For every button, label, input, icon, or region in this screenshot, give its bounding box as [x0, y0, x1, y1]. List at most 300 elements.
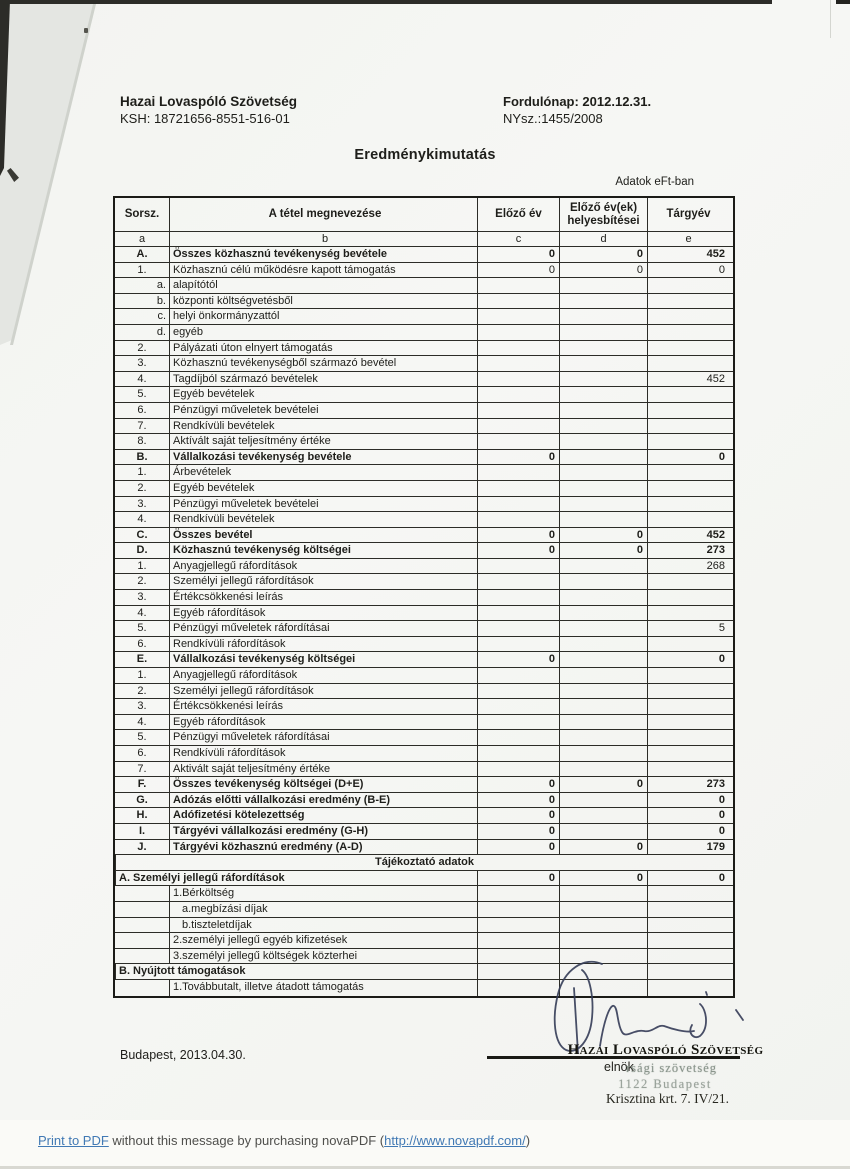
row-item-name: helyi önkormányzattól: [169, 309, 477, 324]
table-row: [115, 294, 733, 310]
row-prev-year-value: [477, 278, 559, 293]
row-corrections-value: [559, 294, 647, 309]
row-sorsz: 4.: [137, 372, 147, 385]
row-prev-year-value: [477, 497, 559, 512]
table-row: [115, 668, 733, 684]
signer-role: elnök: [604, 1060, 634, 1074]
row-corrections-value: [559, 637, 647, 652]
row-current-year-value: 273: [647, 543, 729, 558]
row-item-name: Közhasznú tevékenység költségei: [169, 543, 477, 558]
row-prev-year-value: 0: [477, 824, 559, 839]
row-current-year-value: [647, 715, 729, 730]
row-current-year-value: 0: [647, 263, 729, 278]
letter-b: b: [169, 232, 477, 246]
row-sorsz: c.: [157, 310, 166, 323]
row-item-name: Személyi jellegű ráfordítások: [169, 684, 477, 699]
row-corrections-value: [559, 372, 647, 387]
table-row: [115, 793, 733, 809]
table-row: [115, 606, 733, 622]
row-current-year-value: 268: [647, 559, 729, 574]
row-sorsz: 5.: [137, 731, 147, 744]
row-corrections-value: [559, 278, 647, 293]
row-corrections-value: [559, 918, 647, 933]
row-corrections-value: [559, 559, 647, 574]
row-corrections-value: [559, 684, 647, 699]
row-prev-year-value: 0: [477, 247, 559, 262]
row-item-name: Pályázati úton elnyert támogatás: [169, 341, 477, 356]
row-item-name: Anyagjellegű ráfordítások: [169, 668, 477, 683]
scan-artifact-top-right-mark: [836, 0, 850, 4]
row-prev-year-value: 0: [477, 777, 559, 792]
row-item-name: Egyéb ráfordítások: [169, 715, 477, 730]
row-sorsz: 4.: [137, 513, 147, 526]
row-current-year-value: [647, 481, 729, 496]
table-row: [115, 543, 733, 559]
row-prev-year-value: [477, 512, 559, 527]
org-ksh-number: KSH: 18721656-8551-516-01: [120, 111, 290, 126]
row-prev-year-value: [477, 387, 559, 402]
header-sorsz: Sorsz.: [124, 208, 160, 221]
row-item-name: Árbevételek: [169, 465, 477, 480]
row-current-year-value: [647, 668, 729, 683]
org-name: Hazai Lovaspóló Szövetség: [120, 94, 298, 109]
row-sorsz: 1.: [137, 669, 147, 682]
row-current-year-value: [647, 512, 729, 527]
row-sorsz: 3.: [137, 497, 147, 510]
row-prev-year-value: 0: [477, 793, 559, 808]
income-statement-table: [113, 196, 735, 998]
row-item-name: Közhasznú tevékenységből származó bevétel: [169, 356, 477, 371]
table-row: [115, 497, 733, 513]
table-row: [115, 356, 733, 372]
row-corrections-value: 0: [559, 840, 647, 855]
row-corrections-value: [559, 434, 647, 449]
scan-artifact-top-right-line: [830, 0, 831, 38]
row-sorsz: B.: [136, 450, 148, 463]
table-row: [115, 528, 733, 544]
row-corrections-value: [559, 403, 647, 418]
row-corrections-value: [559, 652, 647, 667]
row-current-year-value: [647, 606, 729, 621]
table-row: [115, 559, 733, 575]
row-sorsz: C.: [136, 528, 148, 541]
row-current-year-value: [647, 684, 729, 699]
row-sorsz: 3.: [137, 591, 147, 604]
row-current-year-value: [647, 403, 729, 418]
table-row: [115, 777, 733, 793]
table-row: [115, 730, 733, 746]
stamp-address: Krisztina krt. 7. IV/21.: [606, 1091, 729, 1106]
row-prev-year-value: [477, 746, 559, 761]
row-item-name: 3.személyi jellegű költségek közterhei: [169, 949, 477, 964]
row-prev-year-value: 0: [477, 263, 559, 278]
row-prev-year-value: [477, 372, 559, 387]
row-current-year-value: 0: [647, 824, 729, 839]
row-sorsz: 6.: [137, 747, 147, 759]
row-item-name: Tagdíjból származó bevételek: [169, 372, 477, 387]
row-corrections-value: 0: [559, 871, 647, 886]
table-row: [115, 808, 733, 824]
table-row: [115, 590, 733, 606]
stamp-city: 1122 Budapest: [618, 1077, 712, 1091]
row-sorsz: 6.: [137, 637, 147, 650]
row-item-name: Értékcsökkenési leírás: [169, 590, 477, 605]
row-current-year-value: [647, 730, 729, 745]
row-current-year-value: 0: [647, 808, 729, 823]
row-sorsz: 7.: [137, 762, 147, 775]
table-row: [115, 715, 733, 731]
row-current-year-value: [647, 902, 729, 917]
header-corrections: [559, 198, 647, 231]
row-prev-year-value: [477, 356, 559, 371]
row-corrections-value: [559, 512, 647, 527]
row-prev-year-value: [477, 668, 559, 683]
table-row: [115, 247, 733, 263]
row-item-name: Rendkívüli bevételek: [169, 419, 477, 434]
row-prev-year-value: [477, 465, 559, 480]
row-sorsz: 3.: [137, 700, 147, 713]
row-sorsz: E.: [136, 653, 148, 666]
row-current-year-value: 0: [647, 793, 729, 808]
row-corrections-value: 0: [559, 528, 647, 543]
row-item-name: Összes bevétel: [169, 528, 477, 543]
row-current-year-value: [647, 341, 729, 356]
table-row: [115, 684, 733, 700]
row-item-name: Pénzügyi műveletek bevételei: [169, 403, 477, 418]
pdf-watermark-footer: [38, 1133, 530, 1148]
row-prev-year-value: [477, 902, 559, 917]
table-row: [115, 419, 733, 435]
row-current-year-value: 452: [647, 528, 729, 543]
table-row: [115, 746, 733, 762]
row-item-name: B. Nyújtott támogatások: [115, 964, 477, 979]
row-current-year-value: [647, 746, 729, 761]
row-sorsz: [115, 933, 169, 948]
row-prev-year-value: [477, 341, 559, 356]
stamp-org-name: Hazai Lovaspóló Szövetség: [567, 1042, 764, 1058]
table-row: [115, 902, 733, 918]
row-item-name: A. Személyi jellegű ráfordítások: [115, 871, 477, 886]
row-sorsz: 2.: [137, 575, 147, 588]
row-current-year-value: [647, 497, 729, 512]
row-prev-year-value: [477, 730, 559, 745]
row-item-name: Értékcsökkenési leírás: [169, 699, 477, 714]
letter-d: d: [559, 232, 647, 246]
row-prev-year-value: [477, 434, 559, 449]
row-current-year-value: [647, 465, 729, 480]
header-prev-year: Előző év: [477, 198, 559, 231]
row-current-year-value: [647, 574, 729, 589]
table-row: [115, 840, 733, 856]
row-prev-year-value: 0: [477, 652, 559, 667]
row-current-year-value: [647, 918, 729, 933]
table-row: [115, 434, 733, 450]
row-item-name: Közhasznú célú működésre kapott támogatás: [169, 263, 477, 278]
row-sorsz: 2.: [137, 481, 147, 494]
row-item-name: központi költségvetésből: [169, 294, 477, 309]
print-to-pdf-link[interactable]: Print to PDF: [38, 1133, 109, 1148]
row-corrections-value: [559, 606, 647, 621]
row-sorsz: 1.: [137, 263, 147, 276]
row-prev-year-value: [477, 481, 559, 496]
row-sorsz: 6.: [137, 403, 147, 416]
row-item-name: Adózás előtti vállalkozási eredmény (B-E): [169, 793, 477, 808]
report-date: Fordulónap: 2012.12.31.: [503, 94, 652, 109]
table-row: [115, 652, 733, 668]
row-current-year-value: [647, 294, 729, 309]
row-sorsz: A.: [136, 248, 148, 260]
novapdf-url-link[interactable]: http://www.novapdf.com/: [384, 1133, 526, 1148]
row-prev-year-value: [477, 325, 559, 340]
table-row: [115, 637, 733, 653]
row-prev-year-value: [477, 574, 559, 589]
row-sorsz: 4.: [137, 715, 147, 728]
row-prev-year-value: [477, 590, 559, 605]
row-prev-year-value: 0: [477, 808, 559, 823]
unit-note: Adatok eFt-ban: [615, 176, 694, 188]
row-prev-year-value: [477, 684, 559, 699]
row-prev-year-value: [477, 403, 559, 418]
row-corrections-value: [559, 902, 647, 917]
row-item-name: 1.Továbbutalt, illetve átadott támogatás: [169, 980, 477, 996]
row-sorsz: 5.: [137, 622, 147, 635]
row-prev-year-value: [477, 699, 559, 714]
table-row: [115, 621, 733, 637]
row-corrections-value: [559, 886, 647, 901]
row-item-name: Anyagjellegű ráfordítások: [169, 559, 477, 574]
table-body: [115, 247, 733, 996]
header-current-year: Tárgyév: [647, 198, 729, 231]
row-sorsz: b.: [156, 294, 166, 307]
row-sorsz: 8.: [137, 435, 147, 448]
table-row: [115, 886, 733, 902]
scan-artifact-corner-wedge: [0, 0, 100, 345]
row-current-year-value: 0: [647, 871, 729, 886]
row-prev-year-value: [477, 559, 559, 574]
row-sorsz: F.: [137, 778, 147, 791]
row-corrections-value: [559, 590, 647, 605]
row-corrections-value: [559, 699, 647, 714]
letter-a: a: [138, 232, 146, 245]
row-current-year-value: [647, 637, 729, 652]
row-item-name: alapítótól: [169, 278, 477, 293]
row-corrections-value: [559, 730, 647, 745]
row-current-year-value: [647, 933, 729, 948]
row-item-name: Összes közhasznú tevékenység bevétele: [169, 247, 477, 262]
row-item-name: Pénzügyi műveletek ráfordításai: [169, 621, 477, 636]
row-current-year-value: [647, 325, 729, 340]
table-row: [115, 824, 733, 840]
row-sorsz: G.: [136, 793, 148, 806]
row-corrections-value: [559, 668, 647, 683]
row-item-name: Tárgyévi vállalkozási eredmény (G-H): [169, 824, 477, 839]
row-sorsz: 4.: [137, 606, 147, 619]
table-row: [115, 387, 733, 403]
row-current-year-value: [647, 356, 729, 371]
table-row: [115, 512, 733, 528]
row-item-name: egyéb: [169, 325, 477, 340]
row-item-name: Rendkívüli bevételek: [169, 512, 477, 527]
watermark-close-paren: ): [525, 1133, 531, 1148]
row-prev-year-value: [477, 918, 559, 933]
row-current-year-value: [647, 309, 729, 324]
row-corrections-value: [559, 356, 647, 371]
table-row: [115, 450, 733, 466]
table-row: [115, 403, 733, 419]
row-prev-year-value: [477, 309, 559, 324]
row-corrections-value: [559, 450, 647, 465]
row-item-name: Összes tevékenység költségei (D+E): [169, 777, 477, 792]
row-prev-year-value: [477, 637, 559, 652]
row-item-name: b.tiszteletdíjak: [169, 918, 477, 933]
row-item-name: 1.Bérköltség: [169, 886, 477, 901]
letter-e: e: [647, 232, 729, 246]
header-corrections-line1: Előző év(ek): [569, 202, 638, 214]
row-current-year-value: 179: [647, 840, 729, 855]
scan-artifact-top-strip: [0, 0, 772, 4]
row-current-year-value: [647, 278, 729, 293]
row-sorsz: I.: [138, 824, 146, 837]
row-item-name: Vállalkozási tevékenység bevétele: [169, 450, 477, 465]
registry-number: NYsz.:1455/2008: [503, 111, 603, 126]
table-row: [115, 465, 733, 481]
row-corrections-value: [559, 715, 647, 730]
row-corrections-value: [559, 574, 647, 589]
document-title: Eredménykimutatás: [354, 147, 496, 163]
row-item-name: Tájékoztató adatok: [115, 855, 733, 870]
table-row: [115, 855, 733, 871]
row-sorsz: 5.: [137, 388, 147, 401]
row-sorsz: 2.: [137, 341, 147, 354]
row-item-name: Aktívált saját teljesítmény értéke: [169, 434, 477, 449]
row-corrections-value: [559, 621, 647, 636]
row-sorsz: [115, 918, 169, 933]
row-corrections-value: [559, 793, 647, 808]
row-corrections-value: [559, 933, 647, 948]
row-sorsz: H.: [136, 809, 148, 822]
row-prev-year-value: 0: [477, 840, 559, 855]
letter-c: c: [477, 232, 559, 246]
row-prev-year-value: [477, 419, 559, 434]
row-corrections-value: 0: [559, 543, 647, 558]
row-current-year-value: [647, 699, 729, 714]
row-prev-year-value: [477, 294, 559, 309]
row-item-name: Pénzügyi műveletek ráfordításai: [169, 730, 477, 745]
row-sorsz: D.: [136, 544, 148, 557]
row-sorsz: 3.: [137, 357, 147, 370]
row-item-name: Aktivált saját teljesítmény értéke: [169, 762, 477, 777]
row-item-name: Egyéb ráfordítások: [169, 606, 477, 621]
row-corrections-value: [559, 341, 647, 356]
table-row: [115, 933, 733, 949]
row-item-name: Rendkívüli ráfordítások: [169, 746, 477, 761]
row-item-name: Tárgyévi közhasznú eredmény (A-D): [169, 840, 477, 855]
row-item-name: Egyéb bevételek: [169, 387, 477, 402]
row-prev-year-value: [477, 715, 559, 730]
row-current-year-value: 452: [647, 372, 729, 387]
row-corrections-value: [559, 824, 647, 839]
row-current-year-value: [647, 434, 729, 449]
row-item-name: Adófizetési kötelezettség: [169, 808, 477, 823]
row-current-year-value: [647, 590, 729, 605]
row-prev-year-value: [477, 886, 559, 901]
header-item-name: A tétel megnevezése: [169, 198, 477, 231]
table-row: [115, 372, 733, 388]
row-prev-year-value: 0: [477, 528, 559, 543]
row-prev-year-value: 0: [477, 543, 559, 558]
row-sorsz: J.: [137, 840, 147, 853]
table-row: [115, 574, 733, 590]
table-row: [115, 762, 733, 778]
row-corrections-value: [559, 481, 647, 496]
table-row: [115, 325, 733, 341]
row-sorsz: [115, 980, 169, 996]
row-sorsz: [115, 886, 169, 901]
row-prev-year-value: [477, 606, 559, 621]
row-sorsz: 7.: [137, 419, 147, 432]
row-corrections-value: 0: [559, 263, 647, 278]
row-corrections-value: [559, 465, 647, 480]
row-corrections-value: 0: [559, 247, 647, 262]
row-current-year-value: [647, 762, 729, 777]
row-sorsz: [115, 902, 169, 917]
signoff-date: Budapest, 2013.04.30.: [120, 1048, 246, 1062]
column-letter-row: [115, 232, 733, 247]
row-sorsz: 1.: [137, 466, 147, 479]
table-row: [115, 263, 733, 279]
table-row: [115, 699, 733, 715]
row-prev-year-value: 0: [477, 871, 559, 886]
table-row: [115, 918, 733, 934]
row-sorsz: a.: [156, 279, 166, 292]
row-current-year-value: [647, 886, 729, 901]
stamp-text-fragment: rsági szövetség: [626, 1061, 718, 1075]
row-item-name: 2.személyi jellegű egyéb kifizetések: [169, 933, 477, 948]
table-row: [115, 309, 733, 325]
row-corrections-value: 0: [559, 777, 647, 792]
row-current-year-value: 0: [647, 450, 729, 465]
scan-artifact-speck: [84, 28, 88, 33]
row-corrections-value: [559, 808, 647, 823]
row-prev-year-value: [477, 762, 559, 777]
table-row: [115, 278, 733, 294]
row-item-name: Egyéb bevételek: [169, 481, 477, 496]
row-sorsz: [115, 949, 169, 964]
table-header-row: [115, 198, 733, 232]
table-row: [115, 871, 733, 887]
row-sorsz: 2.: [137, 684, 147, 697]
row-prev-year-value: [477, 621, 559, 636]
row-item-name: Vállalkozási tevékenység költségei: [169, 652, 477, 667]
row-prev-year-value: [477, 933, 559, 948]
row-current-year-value: 5: [647, 621, 729, 636]
row-current-year-value: [647, 387, 729, 402]
row-item-name: a.megbízási díjak: [169, 902, 477, 917]
row-prev-year-value: 0: [477, 450, 559, 465]
watermark-text: without this message by purchasing novaPDF (: [108, 1133, 385, 1148]
table-row: [115, 341, 733, 357]
row-current-year-value: 273: [647, 777, 729, 792]
table-row: [115, 481, 733, 497]
row-corrections-value: [559, 419, 647, 434]
row-corrections-value: [559, 497, 647, 512]
row-item-name: Rendkívüli ráfordítások: [169, 637, 477, 652]
row-sorsz: 1.: [137, 559, 147, 572]
row-sorsz: d.: [156, 325, 166, 338]
header-corrections-line2: helyesbítései: [567, 214, 640, 227]
row-item-name: Pénzügyi műveletek bevételei: [169, 497, 477, 512]
row-item-name: Személyi jellegű ráfordítások: [169, 574, 477, 589]
